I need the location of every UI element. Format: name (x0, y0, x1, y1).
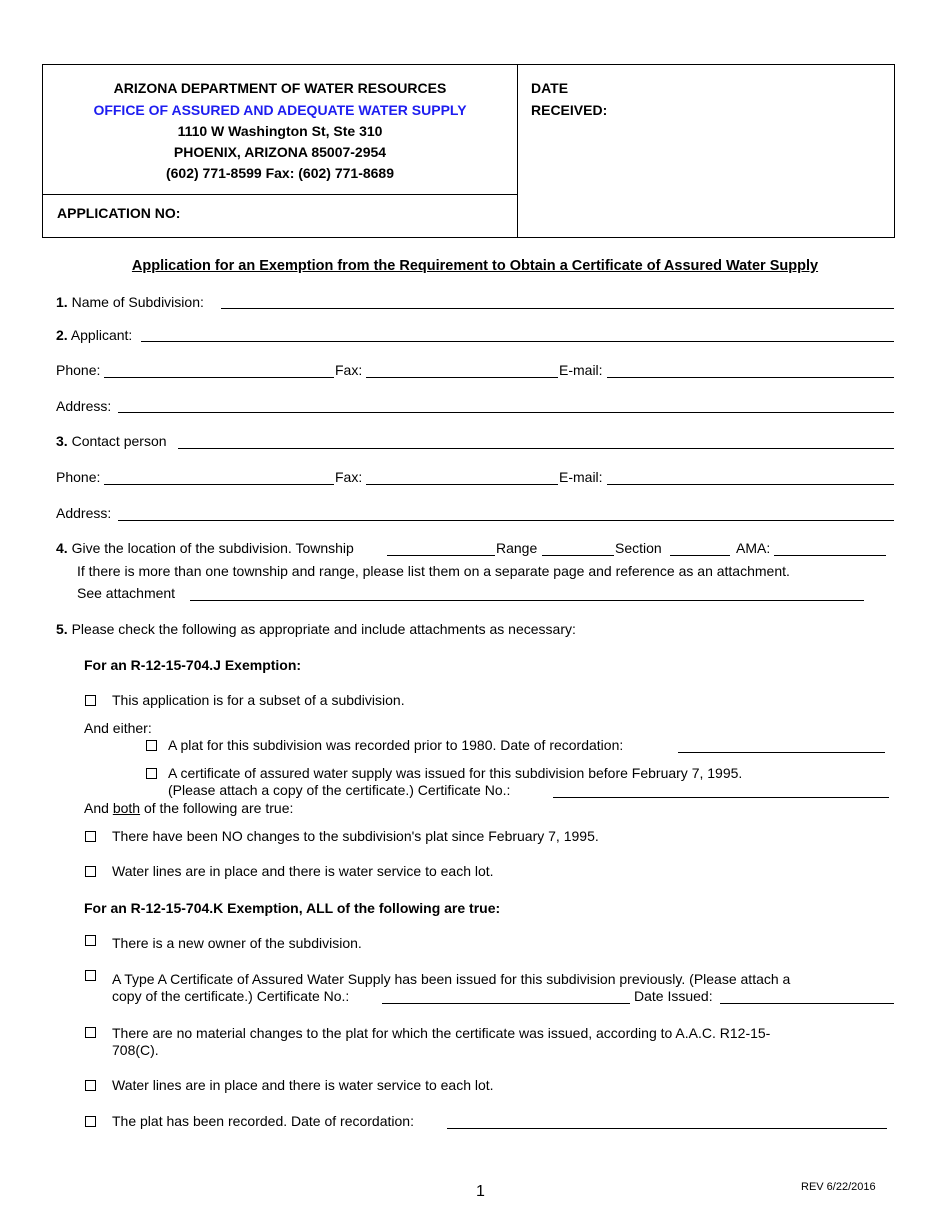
q2-label: 2. Applicant: (56, 327, 133, 343)
q3-label: 3. Contact person (56, 433, 167, 449)
plat-prior-date-field[interactable] (678, 752, 885, 753)
no-changes-text: There have been NO changes to the subdivision's plat since February 7, 1995. (112, 828, 599, 844)
water-lines-k-text: Water lines are in place and there is water service to each lot. (112, 1077, 494, 1093)
subdivision-name-field[interactable] (221, 308, 894, 309)
type-a-certificate-checkbox[interactable] (85, 970, 96, 981)
water-lines-j-checkbox[interactable] (85, 866, 96, 877)
contact-fax-field[interactable] (366, 484, 558, 485)
new-owner-checkbox[interactable] (85, 935, 96, 946)
certificate-no-field[interactable] (553, 797, 889, 798)
type-a-certificate-text-line2: copy of the certificate.) Certificate No.: (112, 988, 350, 1004)
contact-email-label: E-mail: (559, 469, 603, 485)
office-city: PHOENIX, ARIZONA 85007-2954 (173, 144, 387, 160)
contact-person-field[interactable] (178, 448, 894, 449)
q4-note: If there is more than one township and range, please list them on a separate page and reference as an attachment. (77, 563, 790, 579)
range-label: Range (496, 540, 538, 556)
plat-recorded-text: The plat has been recorded. Date of recordation: (112, 1113, 414, 1129)
no-changes-checkbox[interactable] (85, 831, 96, 842)
contact-address-label: Address: (56, 505, 112, 521)
ama-field[interactable] (774, 555, 886, 556)
no-material-changes-checkbox[interactable] (85, 1027, 96, 1038)
office-name: OFFICE OF ASSURED AND ADEQUATE WATER SUPPLY (93, 102, 467, 118)
revision-date: REV 6/22/2016 (801, 1181, 876, 1193)
township-field[interactable] (387, 555, 495, 556)
no-material-changes-text-line1: There are no material changes to the plat for which the certificate was issued, according to A.A.C. R12-15- (112, 1025, 771, 1041)
applicant-fax-label: Fax: (335, 362, 363, 378)
section-k-heading: For an R-12-15-704.K Exemption, ALL of the following are true: (84, 900, 501, 916)
contact-fax-label: Fax: (335, 469, 363, 485)
agency-name: ARIZONA DEPARTMENT OF WATER RESOURCES (113, 80, 447, 96)
applicant-address-label: Address: (56, 398, 112, 414)
applicant-address-field[interactable] (118, 412, 894, 413)
plat-recorded-checkbox[interactable] (85, 1116, 96, 1127)
q5-label: 5. Please check the following as appropriate and include attachments as necessary: (56, 621, 576, 637)
header-divider-horizontal (42, 194, 518, 195)
subset-text: This application is for a subset of a subdivision. (112, 692, 405, 708)
application-no-label: APPLICATION NO: (57, 205, 181, 221)
office-phone-fax: (602) 771-8599 Fax: (602) 771-8689 (165, 165, 395, 181)
certificate-checkbox[interactable] (146, 768, 157, 779)
contact-phone-field[interactable] (104, 484, 334, 485)
contact-address-field[interactable] (118, 520, 894, 521)
form-title: Application for an Exemption from the Requirement to Obtain a Certificate of Assured Water Supply (131, 258, 819, 274)
certificate-text-line2: (Please attach a copy of the certificate.) Certificate No.: (168, 782, 511, 798)
received-label: RECEIVED: (531, 102, 608, 118)
contact-phone-label: Phone: (56, 469, 101, 485)
date-label: DATE (531, 80, 569, 96)
ama-label: AMA: (736, 540, 771, 556)
section-field[interactable] (670, 555, 730, 556)
q1-label: 1. Name of Subdivision: (56, 294, 204, 310)
water-lines-j-text: Water lines are in place and there is water service to each lot. (112, 863, 494, 879)
type-a-certificate-text-line1: A Type A Certificate of Assured Water Supply has been issued for this subdivision previously. (Please attach a (112, 971, 791, 987)
section-label: Section (615, 540, 662, 556)
page-number: 1 (476, 1183, 485, 1200)
section-j-heading: For an R-12-15-704.J Exemption: (84, 657, 302, 673)
applicant-fax-field[interactable] (366, 377, 558, 378)
and-both-label: And both of the following are true: (84, 800, 294, 816)
plat-recorded-date-field[interactable] (447, 1128, 887, 1129)
certificate-text-line1: A certificate of assured water supply was issued for this subdivision before February 7, 1995. (168, 765, 743, 781)
q4-label: 4. Give the location of the subdivision. Township (56, 540, 354, 556)
new-owner-text: There is a new owner of the subdivision. (112, 935, 362, 951)
date-issued-label: Date Issued: (634, 988, 713, 1004)
no-material-changes-text-line2: 708(C). (112, 1042, 159, 1058)
contact-email-field[interactable] (607, 484, 894, 485)
type-a-certificate-no-field[interactable] (382, 1003, 630, 1004)
applicant-phone-field[interactable] (104, 377, 334, 378)
date-issued-field[interactable] (720, 1003, 894, 1004)
plat-prior-text: A plat for this subdivision was recorded prior to 1980. Date of recordation: (168, 737, 624, 753)
subset-checkbox[interactable] (85, 695, 96, 706)
water-lines-k-checkbox[interactable] (85, 1080, 96, 1091)
see-attachment-label: See attachment (77, 585, 176, 601)
office-street: 1110 W Washington St, Ste 310 (177, 123, 383, 139)
applicant-email-field[interactable] (607, 377, 894, 378)
and-either-label: And either: (84, 720, 152, 736)
applicant-phone-label: Phone: (56, 362, 101, 378)
plat-prior-checkbox[interactable] (146, 740, 157, 751)
applicant-field[interactable] (141, 341, 894, 342)
applicant-email-label: E-mail: (559, 362, 603, 378)
range-field[interactable] (542, 555, 614, 556)
see-attachment-field[interactable] (190, 600, 864, 601)
